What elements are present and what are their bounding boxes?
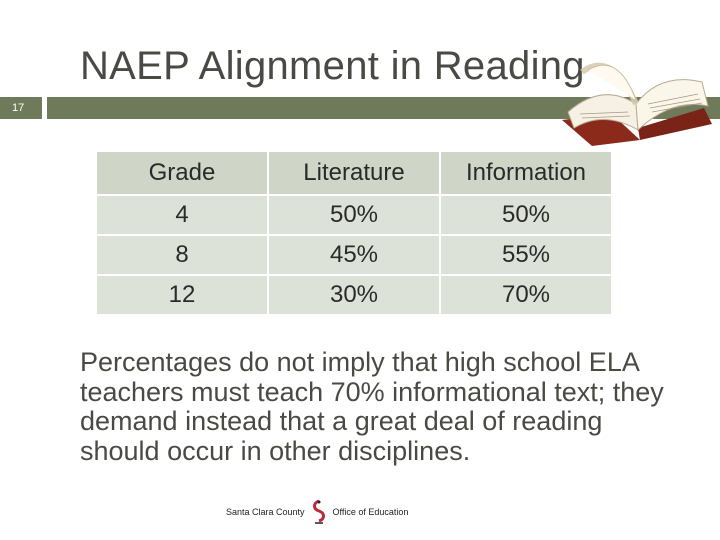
footer-logo (226, 498, 408, 526)
slide-title: NAEP Alignment in Reading (80, 44, 585, 88)
table-header-row (96, 151, 612, 195)
open-book-icon (552, 42, 720, 150)
cell-information: 50% (440, 195, 612, 235)
cell-information: 70% (440, 275, 612, 315)
column-header-grade: Grade (96, 151, 268, 195)
cell-literature: 50% (268, 195, 440, 235)
cell-grade: 4 (96, 195, 268, 235)
table-row (96, 235, 612, 275)
cell-grade: 12 (96, 275, 268, 315)
footer-left-text: Santa Clara County (226, 507, 305, 517)
column-header-information: Information (440, 151, 612, 195)
table-row (96, 195, 612, 235)
cell-literature: 45% (268, 235, 440, 275)
footer-right-text: Office of Education (332, 507, 409, 517)
slide-number: 17 (12, 102, 25, 114)
cell-literature: 30% (268, 275, 440, 315)
table-row (96, 275, 612, 315)
reading-distribution-table (95, 150, 613, 316)
column-header-literature: Literature (268, 151, 440, 195)
sccoe-logo-icon (309, 499, 329, 525)
cell-grade: 8 (96, 235, 268, 275)
cell-information: 55% (440, 235, 612, 275)
body-paragraph: Percentages do not imply that high school ELA teachers must teach 70% informational text; they demand instead that a great deal of reading should occur in other disciplines. (80, 347, 664, 466)
